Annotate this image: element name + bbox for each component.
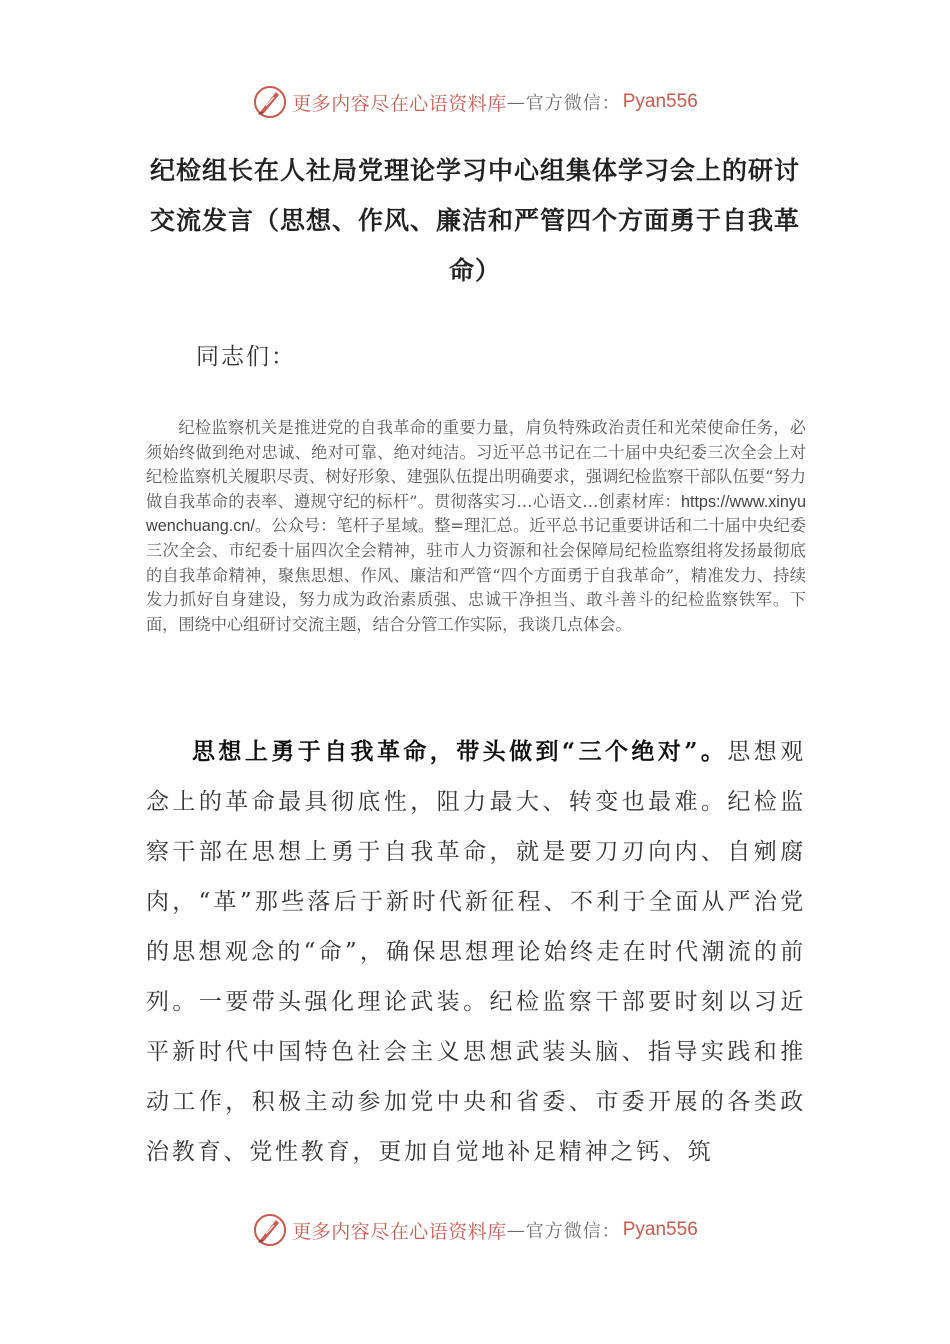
watermark-banner-bottom (0, 1208, 950, 1252)
intro-text-part2: 。公众号：笔杆子星域。整=理汇总。近平总书记重要讲话和二十届中央纪委三次全会、市纪委十届四次全会精神，驻市人力资源和社会保障局纪检监察组将发扬最彻底的自我革命精神，聚焦思想、作风、廉洁和严管“四个方面勇于自我革命”，精准发力、持续发力抓好自身建设，努力成为政治素质强、忠诚干净担当、敢斗善斗的纪检监察铁军。下面，围绕中心组研讨交流主题，结合分管工作实际，我谈几点体会。 (146, 516, 806, 634)
watermark-wechat-label: 官方微信： (525, 1221, 621, 1242)
greeting: 同志们： (196, 344, 296, 370)
watermark-text: 更多内容尽在心语资料库 (292, 1220, 507, 1243)
section-1-paragraph (146, 727, 806, 1177)
intro-paragraph (146, 416, 806, 637)
section-1-body: 思想观念上的革命最具彻底性，阻力最大、转变也最难。纪检监察干部在思想上勇于自我革命，就是要刀刃向内、自剜腐肉，“革”那些落后于新时代新征程、不利于全面从严治党的思想观念的“命”，确保思想理论始终走在时代潮流的前列。一要带头强化理论武装。纪检监察干部要时刻以习近平新时代中国特色社会主义思想武装头脑、指导实践和推动工作，积极主动参加党中央和省委、市委开展的各类政治教育、党性教育，更加自觉地补足精神之钙、筑 (146, 739, 806, 1165)
intro-url: https://www.xinyuwenchuang.cn/ (146, 492, 806, 536)
watermark-wechat-id: Pyan556 (622, 91, 698, 112)
quill-pen-logo-icon (252, 84, 288, 120)
watermark-text: 更多内容尽在心语资料库 (292, 92, 507, 115)
watermark-wechat-label: 官方微信： (525, 93, 621, 114)
quill-pen-logo-icon (252, 1212, 288, 1248)
section-1-heading: 思想上勇于自我革命，带头做到“三个绝对”。 (192, 738, 728, 765)
intro-text-part1: 纪检监察机关是推进党的自我革命的重要力量，肩负特殊政治责任和光荣使命任务，必须始终做到绝对忠诚、绝对可靠、绝对纯洁。习近平总书记在二十届中央纪委三次全会上对纪检监察机关履职尽责、树好形象、建强队伍提出明确要求，强调纪检监察干部队伍要“努力做自我革命的表率、遵规守纪的标杆”。贯彻落实习…心语文…创素材库： (146, 418, 806, 511)
watermark-banner-top (0, 80, 950, 124)
watermark-wechat-id: Pyan556 (622, 1219, 698, 1240)
document-title: 纪检组长在人社局党理论学习中心组集体学习会上的研讨交流发言（思想、作风、廉洁和严管四个方面勇于自我革命） (150, 156, 801, 285)
watermark-dash: — (506, 91, 526, 113)
watermark-dash: — (506, 1219, 526, 1241)
